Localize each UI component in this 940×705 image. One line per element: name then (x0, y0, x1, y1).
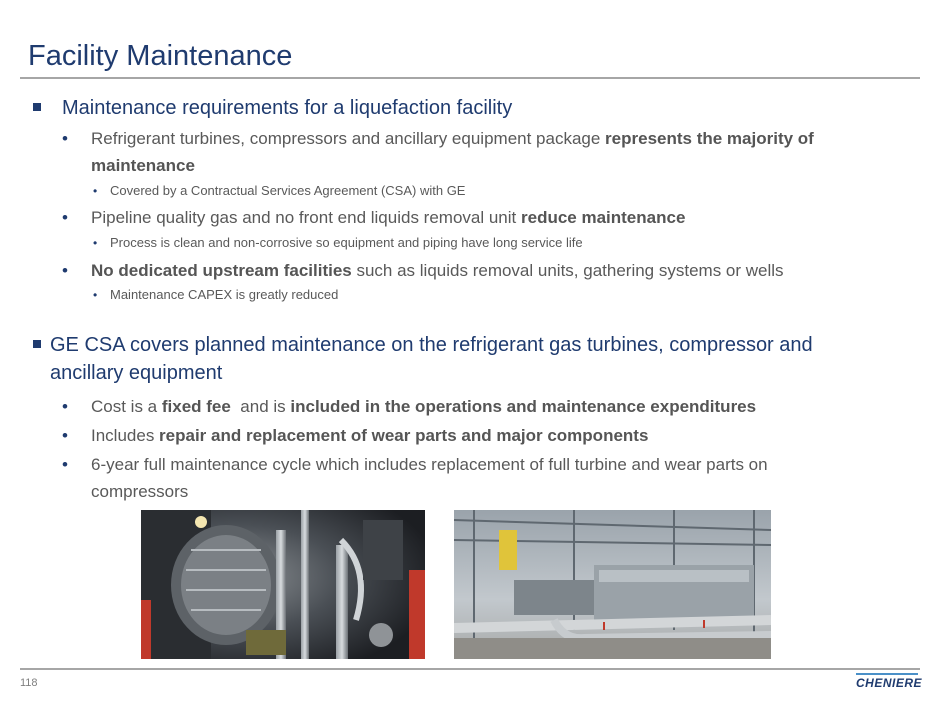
square-bullet-icon (33, 340, 41, 348)
bullet-six-year-cycle (62, 451, 891, 505)
footer-divider (20, 668, 920, 670)
bullet-text: Maintenance CAPEX is greatly reduced (110, 287, 339, 302)
bullet-no-upstream (62, 257, 784, 284)
bullet-text: Covered by a Contractual Services Agreement (CSA) with GE (110, 183, 466, 198)
bullet-refrigerant-turbines (62, 125, 891, 179)
bullet-text: compressors (91, 482, 189, 501)
bullet-bold-text: No dedicated upstream facilities (91, 261, 352, 280)
bullet-bold-text: included in the operations and maintenance expenditures (290, 397, 757, 416)
bullet-text: 6-year full maintenance cycle which includes replacement of full turbine and wear parts on (91, 455, 768, 474)
bullet-text: GE CSA covers planned maintenance on the refrigerant gas turbines, compressor and (50, 334, 813, 356)
bullet-text: Refrigerant turbines, compressors and ancillary equipment package (91, 129, 606, 148)
bullet-bold-text: represents the majority of (605, 129, 814, 148)
small-bullet-icon: • (93, 184, 98, 198)
small-bullet-icon: • (93, 236, 98, 250)
logo-accent-bar (856, 673, 918, 675)
bullet-csa-coverage (93, 181, 466, 201)
round-bullet-icon: • (62, 208, 68, 227)
bullet-bold-text: fixed fee (161, 397, 231, 416)
bullet-text: Maintenance requirements for a liquefaction facility (62, 97, 513, 119)
bullet-capex-reduced (93, 285, 339, 305)
turbine-photo-image (141, 510, 425, 659)
bullet-text: Process is clean and non-corrosive so equipment and piping have long service life (110, 235, 583, 250)
bullet-repair-replacement (62, 422, 649, 449)
bullet-fixed-fee (62, 393, 757, 420)
bullet-text: and is (230, 397, 291, 416)
title-divider (20, 77, 920, 79)
cheniere-logo (856, 676, 923, 691)
bullet-bold-text: repair and replacement of wear parts and major components (159, 426, 649, 445)
bullet-text: Pipeline quality gas and no front end liquids removal unit (91, 208, 521, 227)
round-bullet-icon: • (62, 261, 68, 280)
bullet-ge-csa (50, 331, 870, 387)
round-bullet-icon: • (62, 455, 68, 474)
bullet-text: Includes (91, 426, 160, 445)
bullet-bold-text: reduce maintenance (521, 208, 686, 227)
bullet-pipeline-quality (62, 204, 686, 231)
page-title: Facility Maintenance (28, 40, 293, 72)
small-bullet-icon: • (93, 288, 98, 302)
bullet-text: such as liquids removal units, gathering systems or wells (351, 261, 784, 280)
square-bullet-icon (33, 103, 41, 111)
bullet-clean-process (93, 233, 583, 253)
compressor-hall-photo-image (454, 510, 771, 659)
round-bullet-icon: • (62, 426, 68, 445)
logo-text: CHENIERE (856, 676, 923, 690)
compressor-hall-photo (454, 510, 771, 659)
page-number: 118 (20, 677, 38, 689)
bullet-text: ancillary equipment (50, 362, 223, 384)
bullet-maintenance-requirements (62, 94, 512, 122)
bullet-text: Cost is a (91, 397, 162, 416)
turbine-photo (141, 510, 425, 659)
round-bullet-icon: • (62, 129, 68, 148)
round-bullet-icon: • (62, 397, 68, 416)
bullet-bold-text: maintenance (91, 156, 195, 175)
